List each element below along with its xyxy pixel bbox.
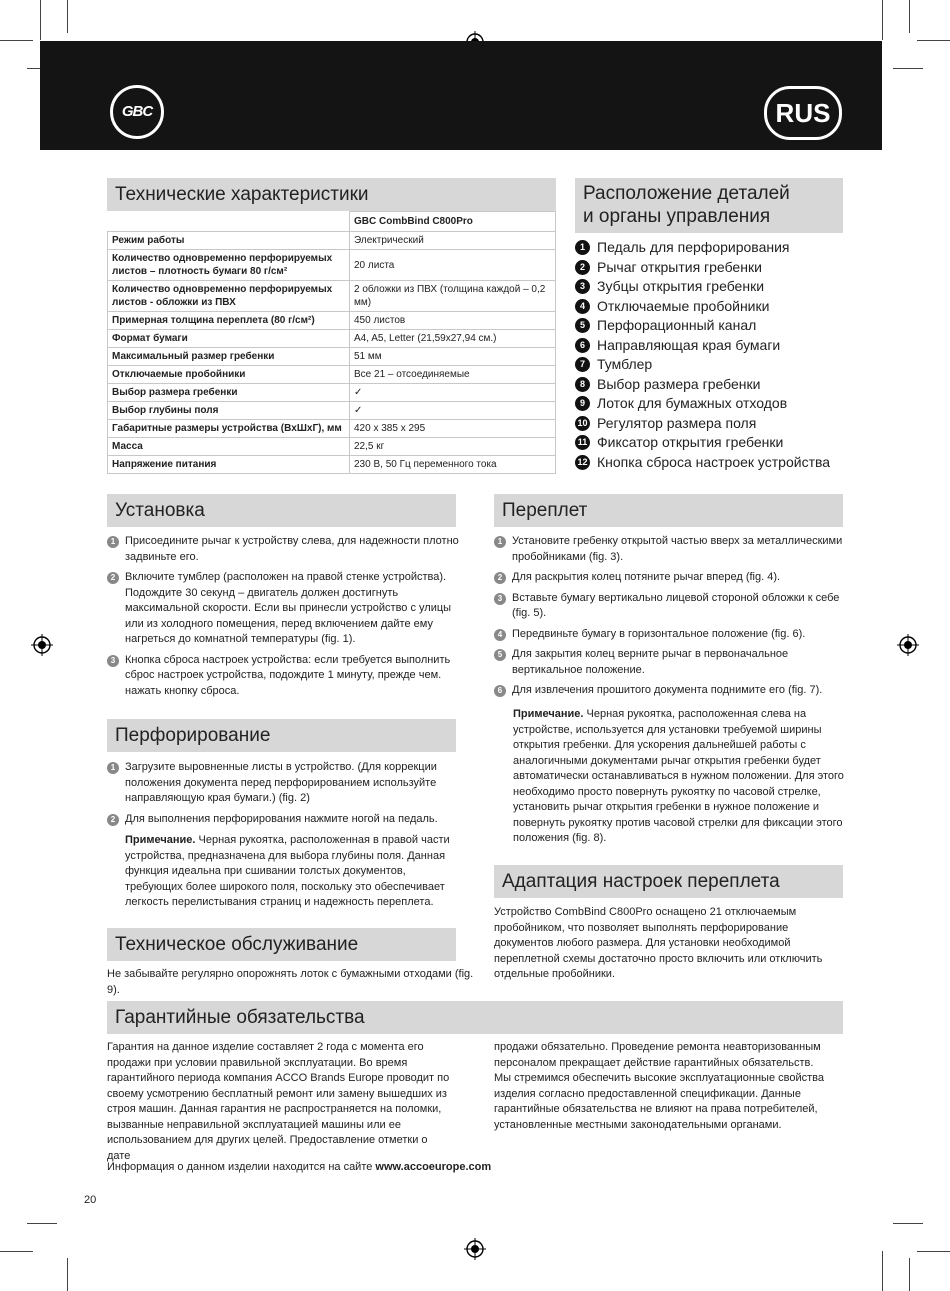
binding-title: Переплет (494, 494, 843, 527)
step-number-badge: 2 (494, 572, 506, 584)
spec-row (108, 402, 556, 420)
spec-key: Отключаемые пробойники (108, 366, 350, 384)
part-number-badge: 4 (575, 299, 590, 314)
parts-title-line2: и органы управления (583, 206, 771, 227)
spec-row (108, 348, 556, 366)
part-label: Фиксатор открытия гребенки (597, 434, 784, 450)
part-label: Направляющая края бумаги (597, 336, 781, 353)
spec-key: Выбор размера гребенки (108, 384, 350, 402)
part-item (575, 336, 845, 356)
step-text: Установите гребенку открытой частью вверх за металлическими пробойниками (fig. 3). (512, 535, 843, 563)
spec-key: Выбор глубины поля (108, 402, 350, 420)
part-item (575, 453, 845, 473)
spec-row (108, 232, 556, 250)
spec-row (108, 438, 556, 456)
part-number-badge: 10 (575, 416, 590, 431)
part-label: Зубцы открытия гребенки (597, 278, 765, 294)
spec-key: Масса (108, 438, 350, 456)
step-text: Передвиньте бумагу в горизонтальное положение (fig. 6). (512, 627, 806, 640)
part-item (575, 394, 845, 414)
binding-steps (494, 534, 846, 704)
spec-value: 450 листов (350, 312, 556, 330)
parts-list (575, 238, 845, 472)
spec-value: 22,5 кг (350, 438, 556, 456)
step-number-badge: 4 (494, 629, 506, 641)
part-number-badge: 12 (575, 455, 590, 470)
warranty-title: Гарантийные обязательства (107, 1001, 843, 1034)
step-text: Кнопка сброса настроек устройства: если требуется выполнить сброс настроек устройства, подождите 1 минуту, прежде чем. нажать кнопку сброса. (125, 653, 451, 697)
part-item (575, 355, 845, 375)
step-number-badge: 6 (494, 685, 506, 697)
maintenance-title: Техническое обслуживание (107, 928, 456, 961)
step-item (107, 570, 459, 648)
step-item (494, 683, 846, 699)
parts-title (575, 178, 843, 233)
parts-title-line1: Расположение деталей (583, 183, 790, 204)
step-item (107, 534, 459, 565)
punching-note (125, 833, 455, 911)
gbc-logo: GBC (110, 85, 164, 139)
adaptation-title: Адаптация настроек переплета (494, 865, 843, 898)
part-item (575, 258, 845, 278)
step-text: Вставьте бумагу вертикально лицевой стороной обложки к себе (fig. 5). (512, 591, 840, 619)
spec-value: 420 x 385 x 295 (350, 420, 556, 438)
spec-row (108, 420, 556, 438)
header-band (40, 41, 882, 150)
product-info-prefix: Информация о данном изделии находится на сайте (107, 1161, 376, 1173)
install-steps (107, 534, 459, 704)
step-number-badge: 2 (107, 814, 119, 826)
part-label: Перфорационный канал (597, 317, 757, 333)
spec-key: Режим работы (108, 232, 350, 250)
part-number-badge: 5 (575, 318, 590, 333)
spec-value: 2 обложки из ПВХ (толщина каждой – 0,2 мм) (350, 281, 556, 312)
spec-row (108, 250, 556, 281)
spec-value: ✓ (350, 384, 556, 402)
step-text: Для раскрытия колец потяните рычаг вперед (fig. 4). (512, 571, 781, 583)
spec-value: 230 В, 50 Гц переменного тока (350, 456, 556, 474)
part-item (575, 297, 845, 317)
spec-value: A4, A5, Letter (21,59x27,94 см.) (350, 330, 556, 348)
registration-mark-left-icon (31, 634, 53, 656)
part-label: Кнопка сброса настроек устройства (597, 453, 831, 470)
step-item (107, 653, 459, 700)
punching-note-text: Черная рукоятка, расположенная в правой части устройства, предназначена для выбора глубины поля. Данная функция идеальна при сшивании толстых документов, требующих более широкого поля, поскольку это обеспечивает легкость перелистывания страниц и надежность переплета. (125, 834, 450, 908)
binding-note-label: Примечание. (513, 708, 584, 720)
step-item (494, 591, 846, 622)
spec-key: Формат бумаги (108, 330, 350, 348)
part-label: Рычаг открытия гребенки (597, 258, 762, 275)
spec-key: Максимальный размер гребенки (108, 348, 350, 366)
part-label: Лоток для бумажных отходов (597, 395, 788, 411)
spec-header-row (108, 212, 556, 232)
part-number-badge: 8 (575, 377, 590, 392)
step-text: Включите тумблер (расположен на правой стенке устройства). Подождите 30 секунд – двигатель должен достигнуть максимальной скорости. Если вы принесли устройство с улицы или из холодного помещения, перед включением дайте ему нагреться до комнатной температуры (fig. 1). (125, 571, 452, 645)
language-badge: RUS (764, 86, 842, 140)
step-number-badge: 1 (107, 536, 119, 548)
spec-key: Примерная толщина переплета (80 г/см²) (108, 312, 350, 330)
step-text: Присоедините рычаг к устройству слева, для надежности плотно задвиньте его. (125, 535, 459, 563)
punching-title: Перфорирование (107, 719, 456, 752)
part-item (575, 238, 845, 258)
part-item (575, 414, 845, 434)
step-text: Для закрытия колец верните рычаг в первоначальное вертикальное положение. (512, 648, 789, 676)
spec-row (108, 456, 556, 474)
spec-value: Все 21 – отсоединяемые (350, 366, 556, 384)
step-item (494, 570, 846, 586)
install-title: Установка (107, 494, 456, 527)
product-info-line (107, 1160, 607, 1176)
spec-row (108, 330, 556, 348)
step-item (494, 627, 846, 643)
part-number-badge: 6 (575, 338, 590, 353)
spec-key: Напряжение питания (108, 456, 350, 474)
binding-note (513, 707, 846, 847)
step-number-badge: 1 (494, 536, 506, 548)
part-number-badge: 1 (575, 240, 590, 255)
step-item (107, 812, 459, 828)
step-number-badge: 5 (494, 649, 506, 661)
step-number-badge: 3 (494, 593, 506, 605)
part-number-badge: 11 (575, 435, 590, 450)
part-number-badge: 9 (575, 396, 590, 411)
spec-value: Электрический (350, 232, 556, 250)
maintenance-text: Не забывайте регулярно опорожнять лоток с бумажными отходами (fig. 9). (107, 968, 474, 996)
spec-table (107, 211, 556, 474)
punching-note-label: Примечание. (125, 834, 196, 846)
part-label: Регулятор размера поля (597, 414, 757, 431)
spec-row (108, 366, 556, 384)
spec-value: 20 листа (350, 250, 556, 281)
spec-value: ✓ (350, 402, 556, 420)
step-text: Загрузите выровненные листы в устройство. (Для коррекции положения документа перед перфорированием используйте направляющую края бумаги.) (fig. 2) (125, 761, 437, 804)
binding-note-text: Черная рукоятка, расположенная слева на устройстве, используется для установки требуемой ширины открытия гребенки. Для ускорения дальнейшей работы с аналогичными документами рычаг открытия гребенки будет автоматически останавливаться в нужном положении. Для этого необходимо просто повернуть рукоятку по часовой стрелке, установить рычаг открытия гребенки в нужное положение и повернуть рукоятку против часовой стрелки для фиксации этого положения (fig. 8). (513, 708, 844, 844)
spec-title: Технические характеристики (107, 178, 556, 211)
step-item (107, 760, 459, 807)
part-label: Тумблер (597, 356, 653, 372)
step-text: Для выполнения перфорирования нажмите ногой на педаль. (125, 812, 438, 825)
step-text: Для извлечения прошитого документа поднимите его (fig. 7). (512, 684, 823, 696)
step-number-badge: 3 (107, 655, 119, 667)
punching-steps (107, 760, 459, 832)
website-link[interactable]: www.accoeurope.com (375, 1161, 492, 1173)
part-label: Отключаемые пробойники (597, 297, 770, 314)
page-number: 20 (84, 1194, 97, 1206)
spec-value: 51 мм (350, 348, 556, 366)
part-number-badge: 7 (575, 357, 590, 372)
spec-model-header: GBC CombBind C800Pro (350, 212, 556, 232)
part-item (575, 433, 845, 453)
warranty-left-text: Гарантия на данное изделие составляет 2 года с момента его продажи при условии правильной эксплуатации. Во время гарантийного периода компания ACCO Brands Europe проводит по своему усмотрению бесплатный ремонт или замену вышедших из строя машин. Данная гарантия не распространяется на поломки, вызванные неправильной эксплуатацией машины или ее использованием для других целей. Предоставление отметки о дате (107, 1041, 450, 1162)
spec-key: Количество одновременно перфорируемых листов - обложки из ПВХ (108, 281, 350, 312)
registration-mark-right-icon (897, 634, 919, 656)
part-item (575, 316, 845, 336)
spec-row (108, 384, 556, 402)
step-number-badge: 2 (107, 572, 119, 584)
part-number-badge: 3 (575, 279, 590, 294)
part-item (575, 277, 845, 297)
part-item (575, 375, 845, 395)
step-number-badge: 1 (107, 762, 119, 774)
warranty-right-text: продажи обязательно. Проведение ремонта неавторизованным персоналом прекращает действие гарантийных обязательств. Мы стремимся обеспечить высокие эксплуатационные свойства изделия согласно предоставленной спецификации. Данные гарантийные обязательства не влияют на права потребителей, установленные местными законодательными органами. (494, 1041, 824, 1131)
registration-mark-bottom-icon (464, 1238, 486, 1260)
part-label: Выбор размера гребенки (597, 375, 761, 392)
spec-row (108, 312, 556, 330)
spec-key: Габаритные размеры устройства (ВxШxГ), мм (108, 420, 350, 438)
part-number-badge: 2 (575, 260, 590, 275)
adaptation-text: Устройство CombBind C800Pro оснащено 21 отключаемым пробойником, что позволяет выполнять перфорирование документов любого размера. Для установки необходимой переплетной схемы достаточно просто включить или отключить отдельные пробойники. (494, 906, 823, 980)
spec-row (108, 281, 556, 312)
step-item (494, 534, 846, 565)
spec-key: Количество одновременно перфорируемых листов – плотность бумаги 80 г/см² (108, 250, 350, 281)
part-label: Педаль для перфорирования (597, 239, 790, 255)
step-item (494, 647, 846, 678)
